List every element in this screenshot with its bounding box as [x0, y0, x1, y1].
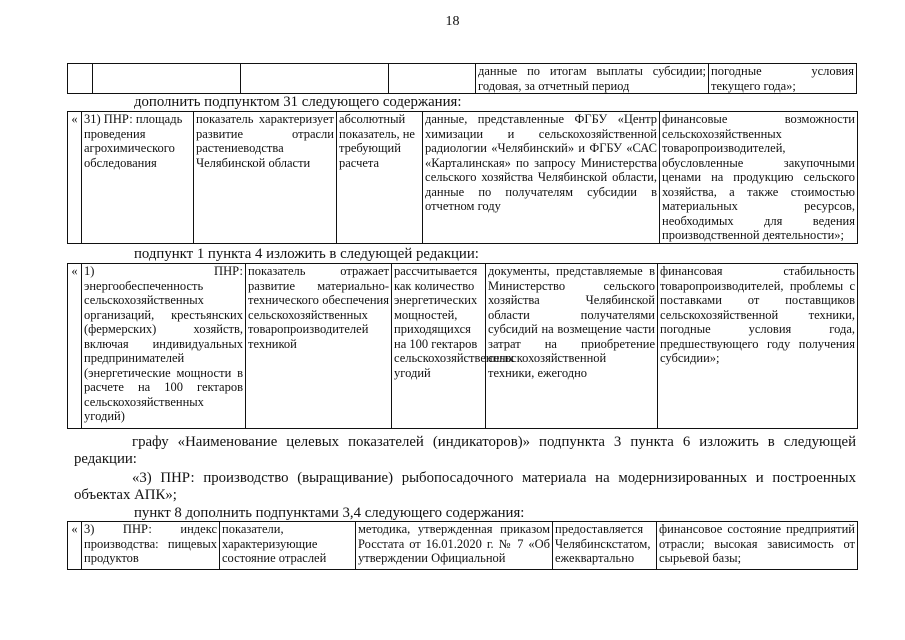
- table-continuation: [67, 63, 857, 94]
- opening-quote: «: [68, 522, 82, 570]
- opening-quote: «: [68, 112, 82, 244]
- cell-indicator-description: показатель отражает развитие материально-технического обеспечения сельскохозяйственных товаропроизводителей техникой: [246, 264, 392, 429]
- cell-risk-factors: финансовая стабильность товаропроизводителей, проблемы с поставками от поставщиков сельскохозяйственной техники, погодные условия года, предшествующего году получения субсидии»;: [658, 264, 858, 429]
- cell-indicator-name: 1) ПНР: энергообеспеченность сельскохозяйственных организаций, крестьянских (фермерских) хозяйств, включая индивидуальных предпринимателей (энергетические мощности в расчете на 100 гектаров сельскохозяйственных угодий): [82, 264, 246, 429]
- cell-empty: [389, 64, 476, 94]
- cell-data-source: данные, представленные ФГБУ «Центр химизации и сельскохозяйственной радиологии «Челябинский» и ФГБУ «САС «Карталинская» по запросу Министерства сельского хозяйства Челябинской области, данные по получателям субсидии в отчетном году: [423, 112, 660, 244]
- paragraph-subitem-1-item-4: подпункт 1 пункта 4 изложить в следующей редакции:: [134, 246, 479, 262]
- cell-risk-factors: финансовое состояние предприятий отрасли; высокая зависимость от сырьевой базы;: [657, 522, 858, 570]
- paragraph-new-indicator-name: «3) ПНР: производство (выращивание) рыбопосадочного материала на модернизированных и построенных объектах АПК»;: [74, 470, 856, 503]
- paragraph-column-name-change: графу «Наименование целевых показателей (индикаторов)» подпункта 3 пункта 6 изложить в следующей редакции:: [74, 434, 856, 467]
- cell-calculation-method: абсолютный показатель, не требующий расчета: [337, 112, 423, 244]
- cell-risk-factors: финансовые возможности сельскохозяйственных товаропроизводителей, обусловленные закупочными ценами на продукцию сельского хозяйства, а также стоимостью материальных ресурсов, необходимых для ведения производственной деятельности»;: [660, 112, 858, 244]
- cell-data-source: документы, представляемые в Министерство сельского хозяйства Челябинской области получателями субсидий на возмещение части затрат на приобретение сельскохозяйственной техники, ежегодно: [486, 264, 658, 429]
- table-item-8-subitems: [67, 521, 858, 570]
- table-subitem-31: [67, 111, 858, 244]
- cell-calculation-method: методика, утвержденная приказом Росстата от 16.01.2020 г. № 7 «Об утверждении Официальной: [356, 522, 553, 570]
- cell-empty: [241, 64, 389, 94]
- cell-factors: погодные условия текущего года»;: [709, 64, 857, 94]
- cell-data-source: предоставляется Челябинскстатом, ежеквартально: [553, 522, 657, 570]
- cell-indicator-description: показатель характеризует развитие отрасли растениеводства Челябинской области: [194, 112, 337, 244]
- page-number: 18: [445, 14, 460, 29]
- cell-indicator-name: 31) ПНР: площадь проведения агрохимического обследования: [82, 112, 194, 244]
- cell-indicator-description: показатели, характеризующие состояние отраслей: [220, 522, 356, 570]
- cell-calculation-method: рассчитывается как количество энергетических мощностей, приходящихся на 100 гектаров сельскохозяйственных угодий: [392, 264, 486, 429]
- paragraph-add-subitem-31: дополнить подпунктом 31 следующего содержания:: [134, 94, 462, 110]
- cell-empty: [68, 64, 93, 94]
- cell-data-source: данные по итогам выплаты субсидии; годовая, за отчетный период: [476, 64, 709, 94]
- table-subitem-1: [67, 263, 858, 429]
- opening-quote: «: [68, 264, 82, 429]
- cell-empty: [93, 64, 241, 94]
- paragraph-item-8-add: пункт 8 дополнить подпунктами 3,4 следующего содержания:: [134, 505, 525, 521]
- cell-indicator-name: 3) ПНР: индекс производства: пищевых продуктов: [82, 522, 220, 570]
